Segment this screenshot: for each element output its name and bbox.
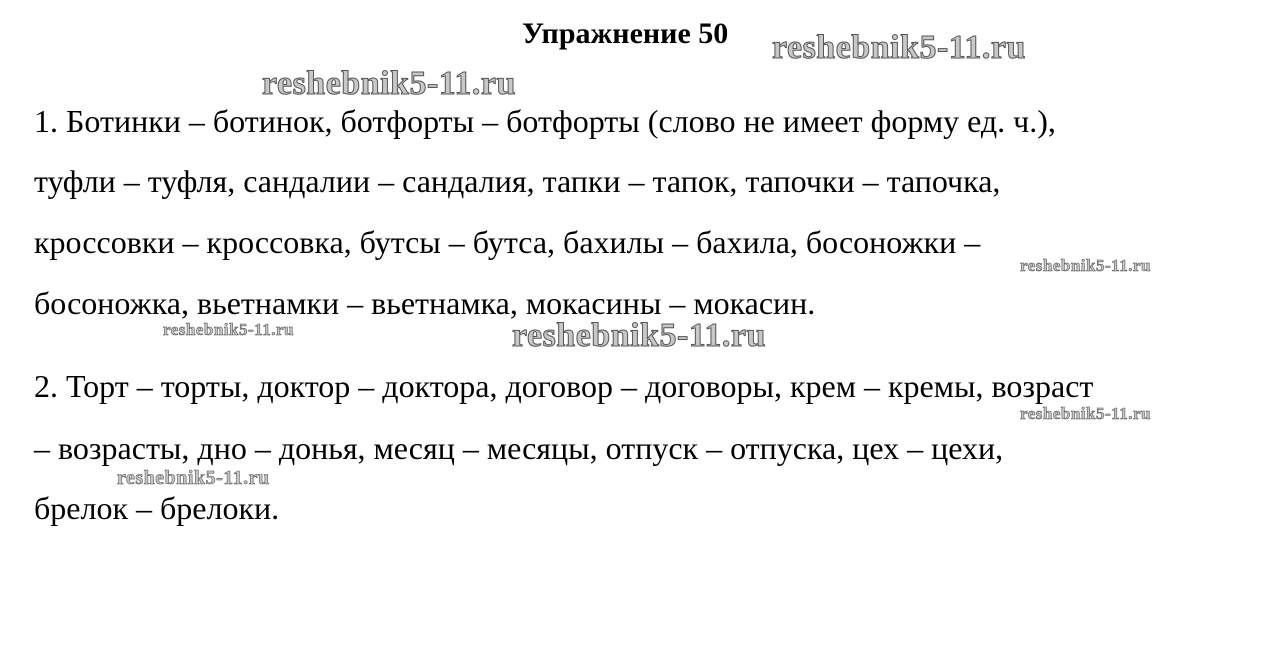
paragraph-1-line-1: 1. Ботинки – ботинок, ботфорты – ботфорты (слово не имеет форму ед. ч.), bbox=[34, 103, 1056, 139]
watermark: reshebnik5-11.ru bbox=[117, 467, 270, 489]
watermark: reshebnik5-11.ru bbox=[262, 65, 516, 102]
watermark: reshebnik5-11.ru bbox=[1020, 256, 1151, 275]
watermark: reshebnik5-11.ru bbox=[512, 317, 766, 354]
paragraph-2-line-2: – возрасты, дно – донья, месяц – месяцы, отпуск – отпуска, цех – цехи, bbox=[34, 430, 1004, 466]
watermark: reshebnik5-11.ru bbox=[163, 320, 294, 339]
watermark: reshebnik5-11.ru bbox=[772, 29, 1026, 66]
paragraph-1-line-3: кроссовки – кроссовка, бутсы – бутса, бахилы – бахила, босоножки – bbox=[34, 224, 981, 260]
paragraph-2-line-3: брелок – брелоки. bbox=[34, 490, 280, 526]
paragraph-1-line-2: туфли – туфля, сандалии – сандалия, тапки – тапок, тапочки – тапочка, bbox=[34, 163, 1001, 199]
watermark: reshebnik5-11.ru bbox=[1020, 404, 1151, 423]
page-title: Упражнение 50 bbox=[522, 17, 729, 50]
paragraph-2-line-1: 2. Торт – торты, доктор – доктора, договор – договоры, крем – кремы, возраст bbox=[34, 368, 1094, 404]
paragraph-1-line-4: босоножка, вьетнамки – вьетнамка, мокасины – мокасин. bbox=[34, 285, 816, 321]
